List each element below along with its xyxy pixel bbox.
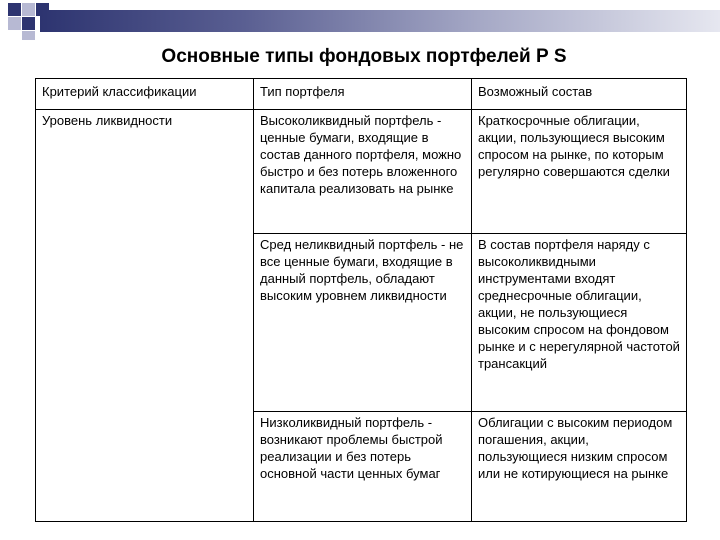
slide-title-text: Основные типы фондовых портфелей Р S: [161, 46, 567, 67]
type-cell: Сред неликвидный портфель - не все ценные бумаги, входящие в данный портфель, обладают высоким уровнем ликвидности: [254, 234, 472, 412]
criterion-cell: Уровень ликвидности: [36, 110, 254, 522]
header-cell-type: Тип портфеля: [254, 79, 472, 110]
table-header-row: [36, 79, 687, 110]
header-cell-composition: Возможный состав: [472, 79, 687, 110]
deco-square-icon: [22, 31, 35, 40]
portfolio-types-table: [35, 78, 687, 522]
deco-square-icon: [8, 3, 21, 16]
type-cell: Низколиквидный портфель - возникают проблемы быстрой реализации и без потерь основной части ценных бумаг: [254, 412, 472, 522]
deco-square-icon: [22, 17, 35, 30]
table-row: [36, 110, 687, 234]
header-band: [40, 10, 720, 32]
header-cell-criterion: Критерий классификации: [36, 79, 254, 110]
slide-title: [0, 46, 720, 68]
composition-cell: В состав портфеля наряду с высоколиквидными инструментами входят среднесрочные облигации, акции, не пользующиеся высоким спросом на фондовом рынке и с нерегулярной частотой трансакций: [472, 234, 687, 412]
header-decoration: [0, 0, 720, 40]
deco-square-icon: [22, 3, 35, 16]
deco-square-icon: [8, 17, 21, 30]
composition-cell: Краткосрочные облигации, акции, пользующиеся высоким спросом на рынке, по которым регулярно совершаются сделки: [472, 110, 687, 234]
type-cell: Высоколиквидный портфель - ценные бумаги, входящие в состав данного портфеля, можно быстро и без потерь вложенного капитала реализовать на рынке: [254, 110, 472, 234]
composition-cell: Облигации с высоким периодом погашения, акции, пользующиеся низким спросом или не котирующиеся на рынке: [472, 412, 687, 522]
